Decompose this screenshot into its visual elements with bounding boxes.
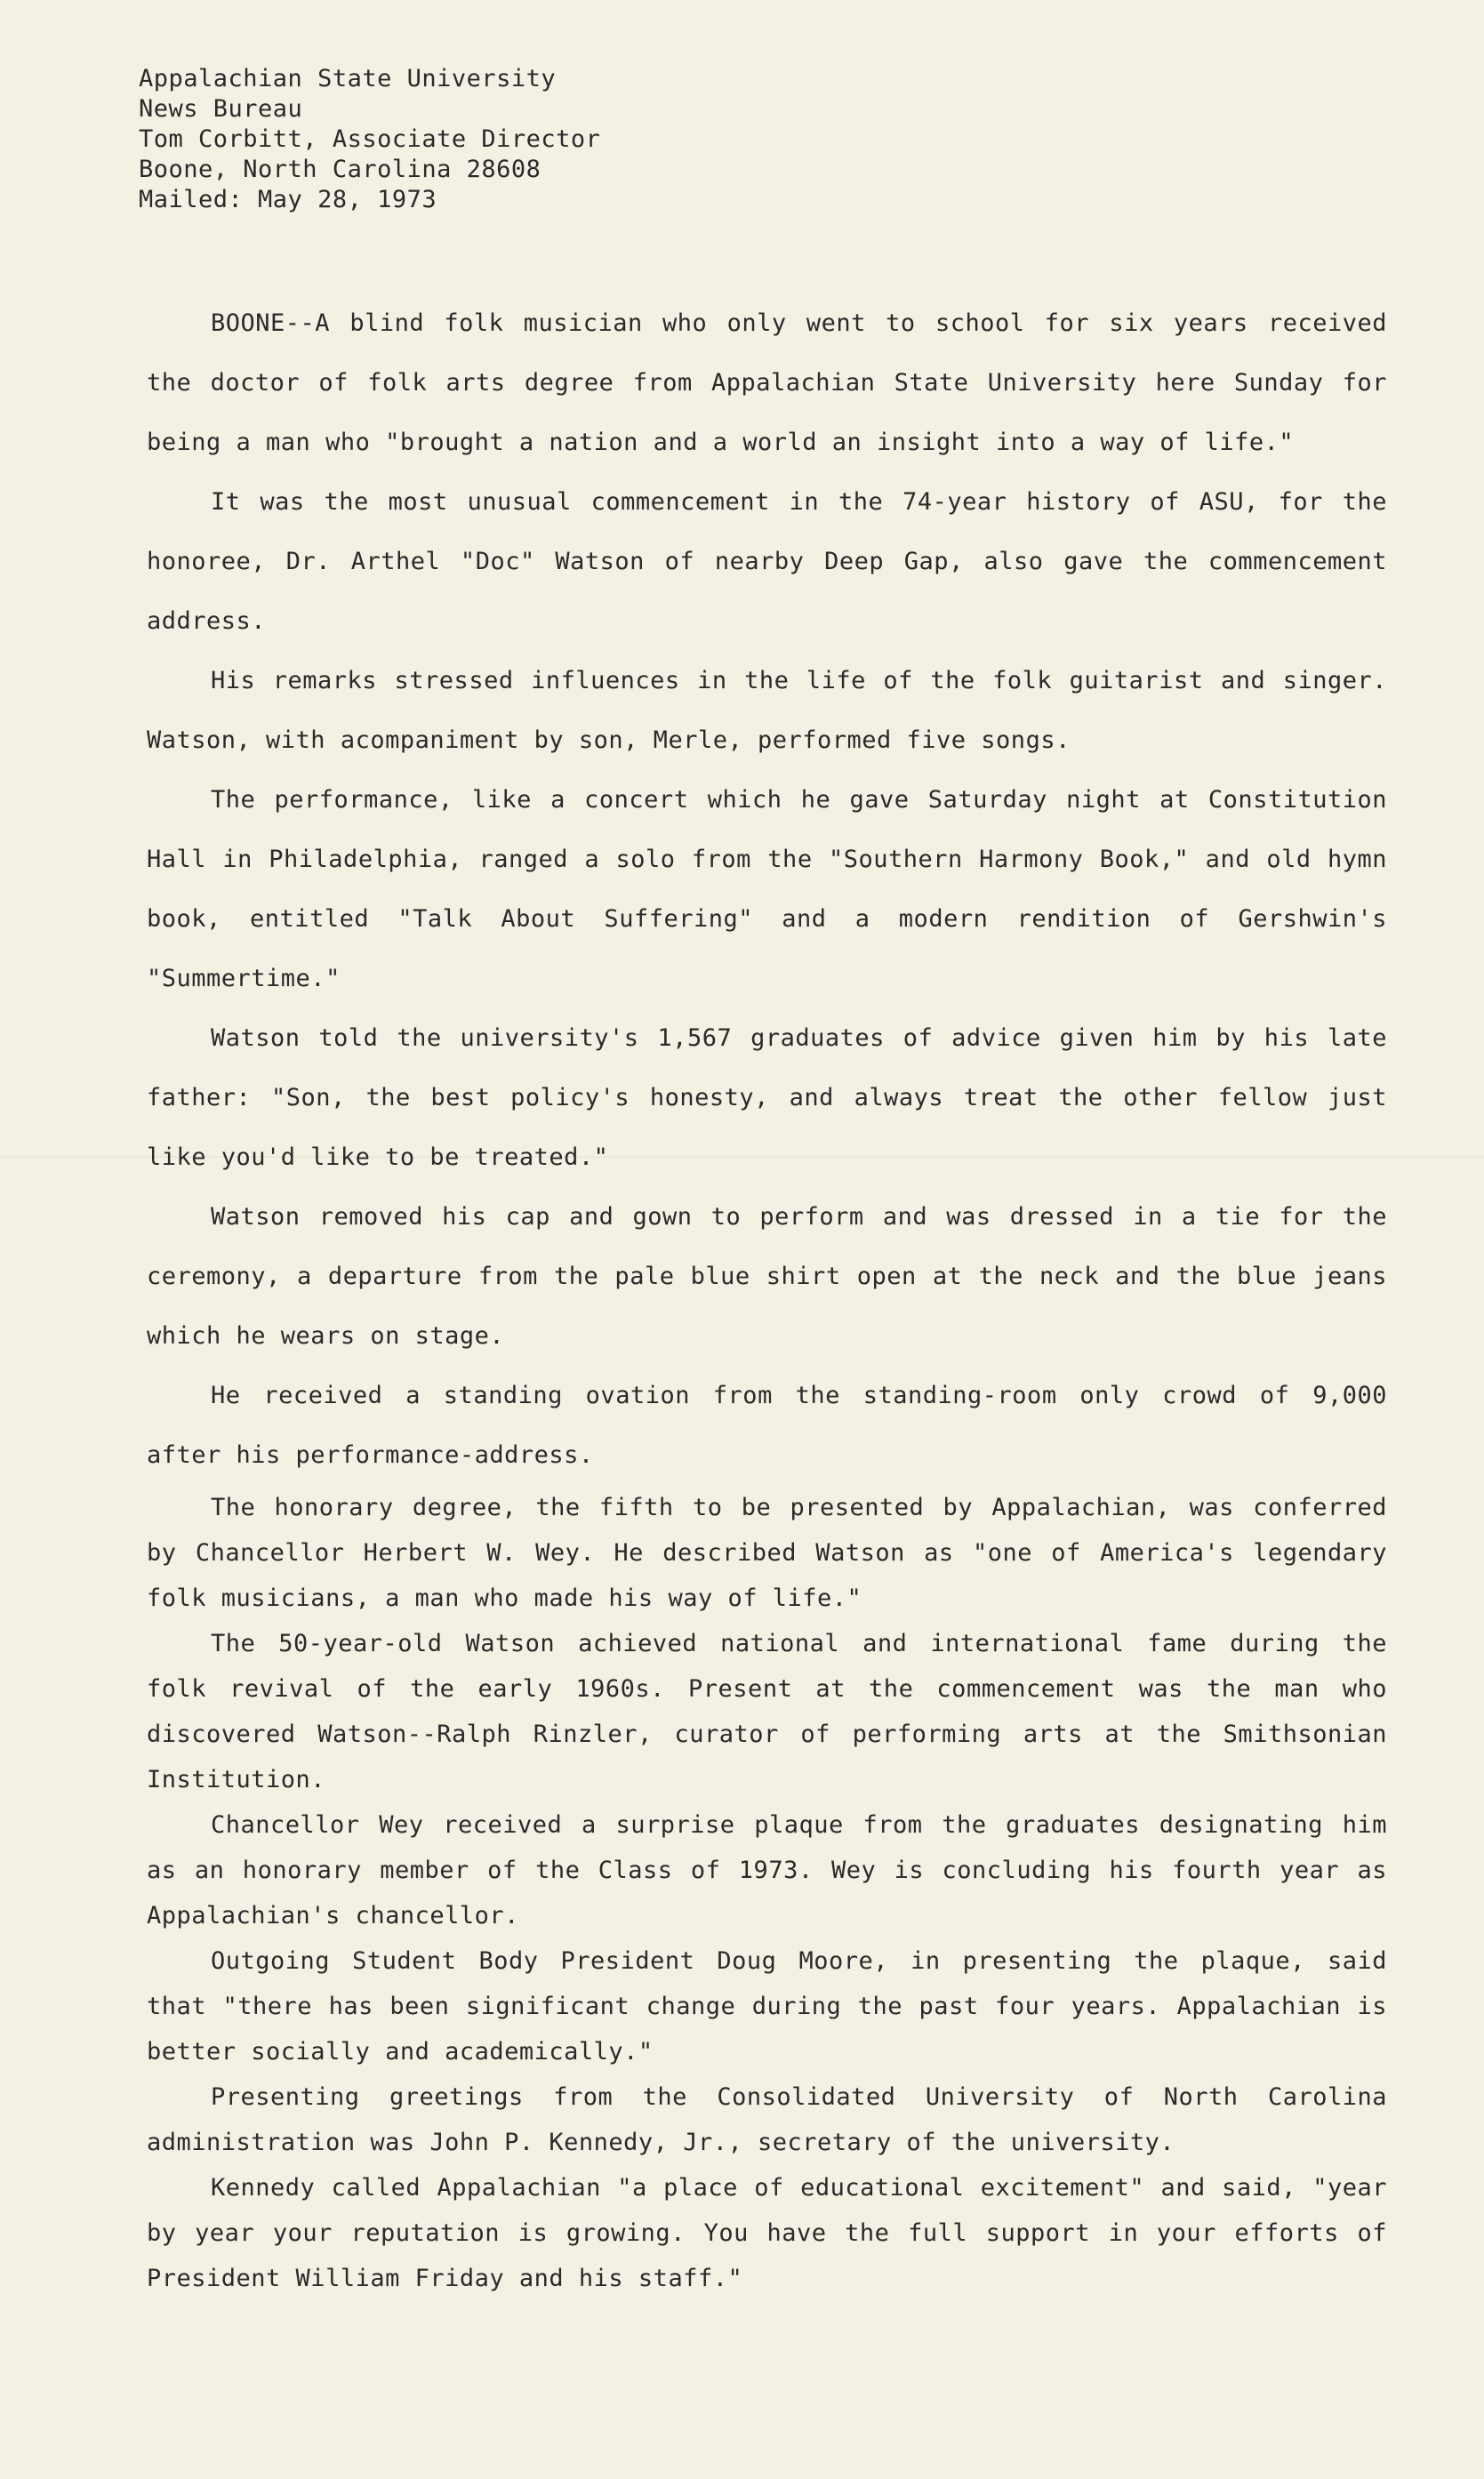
mailed-date: Mailed: May 28, 1973 (139, 186, 437, 213)
address-line: Boone, North Carolina 28608 (139, 156, 541, 183)
paragraph: The performance, like a concert which he gave Saturday night at Constitution Hall in Philadelphia, ranged a solo from the "Southern Harmony Book," and old hymn book, entitled "Talk About Suffering" and a modern rendition of Gershwin's "Summertime." (147, 786, 1387, 992)
paragraph: The honorary degree, the fifth to be presented by Appalachian, was conferred by Chancellor Herbert W. Wey. He described Watson as "one of America's legendary folk musicians, a man who made his way of life." (147, 1494, 1387, 1612)
letterhead (139, 64, 761, 215)
article-body-single-spaced (147, 1485, 1387, 2301)
paragraph: Chancellor Wey received a surprise plaque from the graduates designating him as an honorary member of the Class of 1973. Wey is concluding his fourth year as Appalachian's chancellor. (147, 1811, 1387, 1929)
paragraph: Outgoing Student Body President Doug Moore, in presenting the plaque, said that "there has been significant change during the past four years. Appalachian is better socially and academically." (147, 1947, 1387, 2066)
paragraph: He received a standing ovation from the standing-room only crowd of 9,000 after his performance-address. (147, 1382, 1387, 1469)
paragraph: Watson told the university's 1,567 graduates of advice given him by his late father: "Son, the best policy's honesty, and always treat the other fellow just like you'd like to be treated." (147, 1024, 1387, 1171)
article-body-double-spaced (147, 293, 1387, 1485)
paragraph: Presenting greetings from the Consolidated University of North Carolina administration was John P. Kennedy, Jr., secretary of the university. (147, 2083, 1387, 2156)
paragraph: His remarks stressed influences in the life of the folk guitarist and singer. Watson, with acompaniment by son, Merle, performed five songs. (147, 667, 1387, 754)
paragraph: Watson removed his cap and gown to perform and was dressed in a tie for the ceremony, a departure from the pale blue shirt open at the neck and the blue jeans which he wears on stage. (147, 1203, 1387, 1350)
paragraph: Kennedy called Appalachian "a place of educational excitement" and said, "year by year your reputation is growing. You have the full support in your efforts of President William Friday and his staff." (147, 2174, 1387, 2292)
contact-name: Tom Corbitt, Associate Director (139, 125, 601, 153)
paragraph: It was the most unusual commencement in the 74-year history of ASU, for the honoree, Dr. Arthel "Doc" Watson of nearby Deep Gap, also gave the commencement address. (147, 488, 1387, 635)
paragraph: BOONE--A blind folk musician who only went to school for six years received the doctor of folk arts degree from Appalachian State University here Sunday for being a man who "brought a nation and a world an insight into a way of life." (147, 309, 1387, 456)
paragraph: The 50-year-old Watson achieved national and international fame during the folk revival of the early 1960s. Present at the commencement was the man who discovered Watson--Ralph Rinzler, curator of performing arts at the Smithsonian Institution. (147, 1630, 1387, 1793)
university-name: Appalachian State University (139, 65, 557, 92)
bureau-name: News Bureau (139, 95, 303, 123)
